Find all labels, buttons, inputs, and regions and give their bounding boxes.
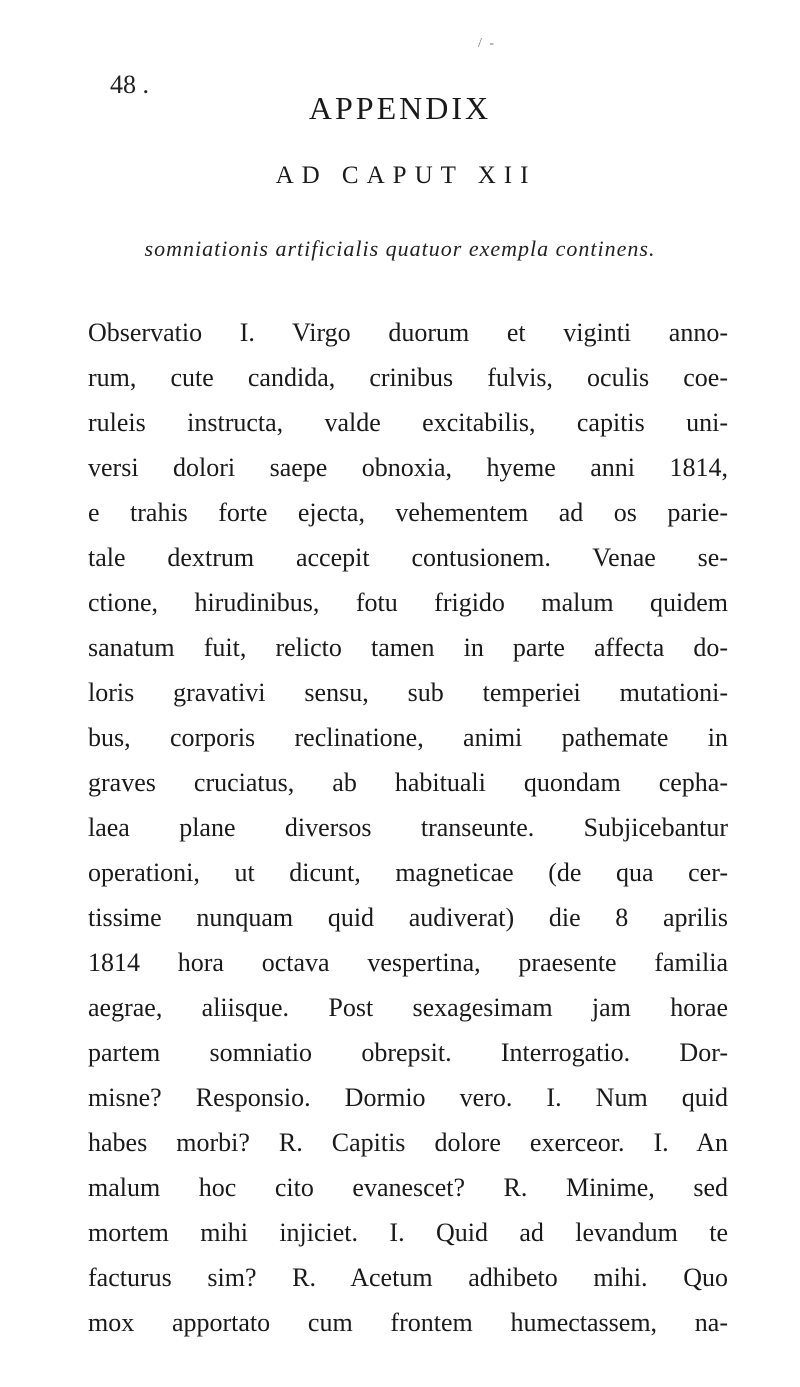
text-line: sanatum fuit, relicto tamen in parte affecta do- [88,633,728,662]
text-line: laea plane diversos transeunte. Subjicebantur [88,813,728,842]
text-line: partem somniatio obrepsit. Interrogatio. Dor- [88,1038,728,1067]
text-line: rum, cute candida, crinibus fulvis, oculis coe- [88,363,728,392]
text-line: loris gravativi sensu, sub temperiei mutationi- [88,678,728,707]
text-line: mortem mihi injiciet. I. Quid ad levandum te [88,1218,728,1247]
chapter-heading: AD CAPUT XII [275,162,537,189]
text-line: ruleis instructa, valde excitabilis, capitis uni- [88,408,728,437]
text-line: 1814 hora octava vespertina, praesente familia [88,948,728,977]
text-line: e trahis forte ejecta, vehementem ad os parie- [88,498,728,527]
text-line: habes morbi? R. Capitis dolore exerceor. I. An [88,1128,728,1157]
text-line: tissime nunquam quid audiverat) die 8 aprilis [88,903,728,932]
text-line: operationi, ut dicunt, magneticae (de qua cer- [88,858,728,887]
text-line: versi dolori saepe obnoxia, hyeme anni 1814, [88,453,728,482]
body-text [88,310,728,1345]
text-line: facturus sim? R. Acetum adhibeto mihi. Quo [88,1263,728,1292]
text-line: malum hoc cito evanescet? R. Minime, sed [88,1173,728,1202]
page-number: 48 . [110,70,149,99]
text-line: mox apportato cum frontem humectassem, na- [88,1308,728,1337]
text-line: ctione, hirudinibus, fotu frigido malum quidem [88,588,728,617]
text-line: misne? Responsio. Dormio vero. I. Num quid [88,1083,728,1112]
section-subtitle: somniationis artificialis quatuor exempla continens. [144,236,656,261]
text-line: Observatio I. Virgo duorum et viginti anno- [88,318,728,347]
text-line: tale dextrum accepit contusionem. Venae se- [88,543,728,572]
margin-mark: / - [478,36,497,51]
text-line: bus, corporis reclinatione, animi pathemate in [88,723,728,752]
text-line: graves cruciatus, ab habituali quondam cepha- [88,768,728,797]
text-line: aegrae, aliisque. Post sexagesimam jam horae [88,993,728,1022]
appendix-heading: APPENDIX [308,90,492,126]
